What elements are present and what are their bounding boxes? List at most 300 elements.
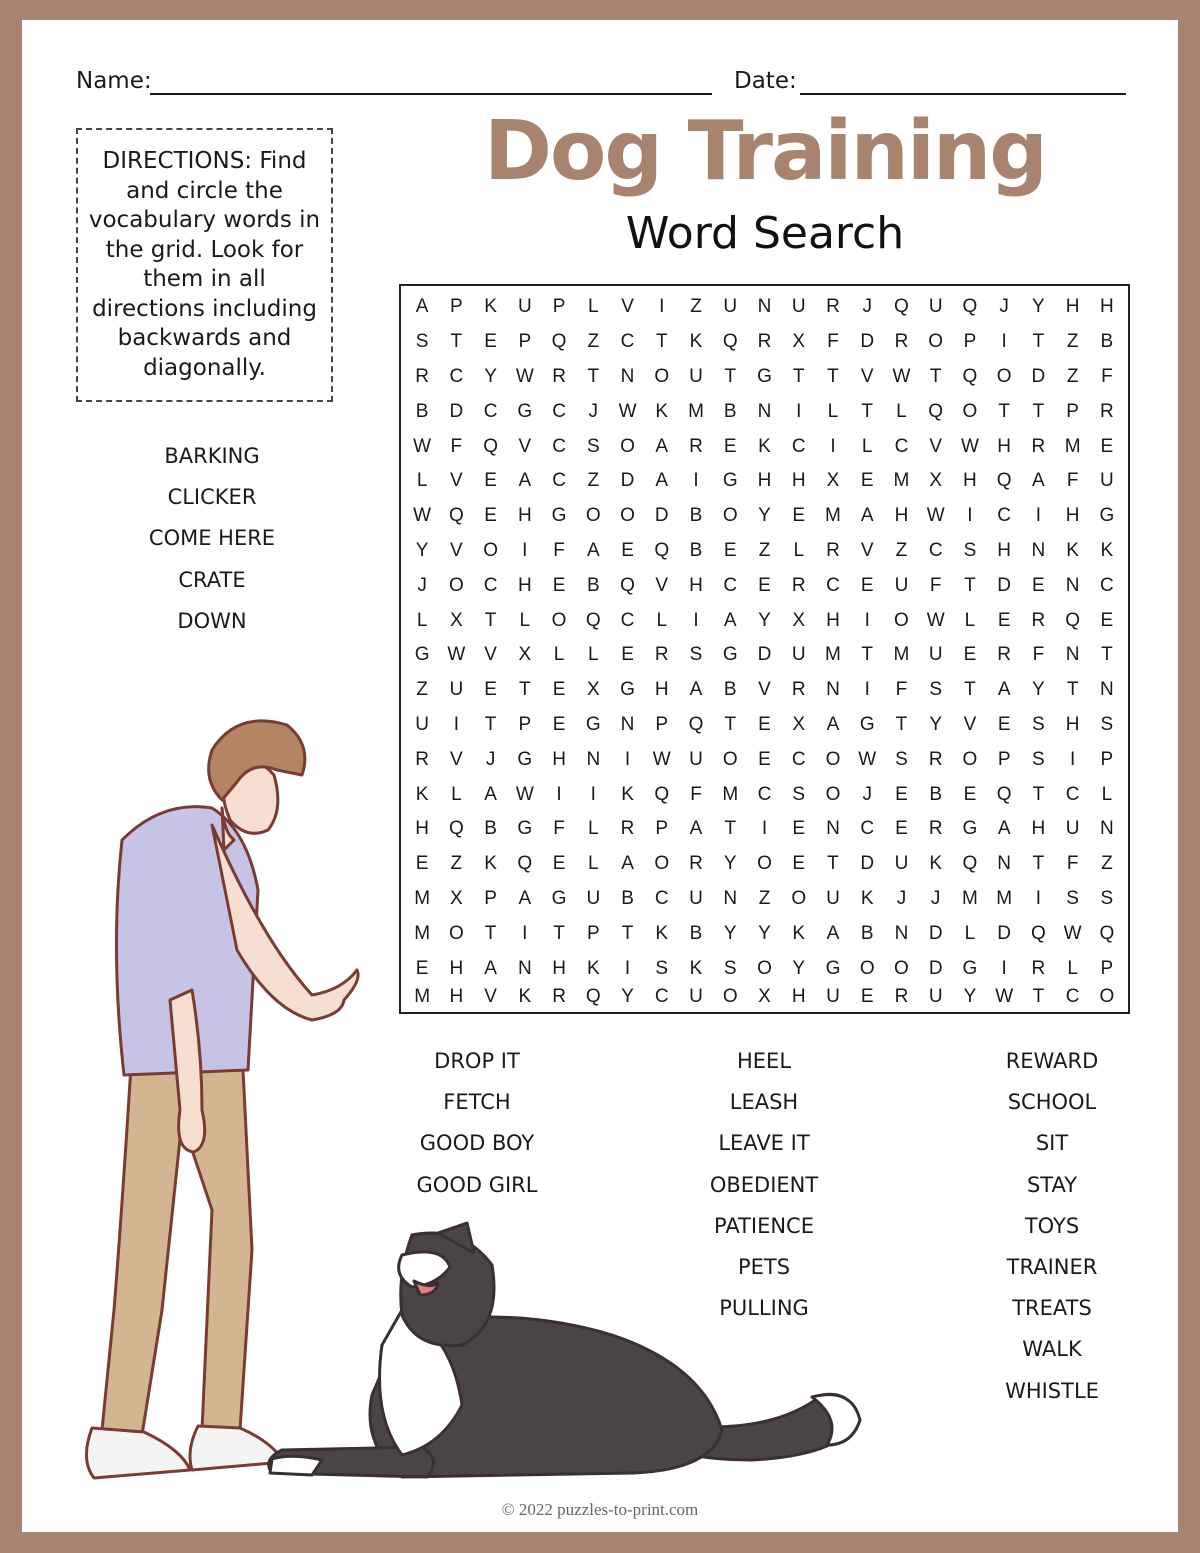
grid-cell[interactable]: O [962, 400, 978, 422]
grid-cell[interactable]: H [449, 957, 464, 979]
grid-cell[interactable]: F [895, 679, 908, 701]
grid-cell[interactable]: Z [1066, 365, 1079, 387]
grid-cell[interactable]: N [620, 365, 635, 387]
grid-cell[interactable]: K [586, 957, 600, 979]
grid-cell[interactable]: E [621, 644, 634, 666]
grid-cell[interactable]: H [757, 470, 772, 492]
grid-cell[interactable]: C [757, 783, 772, 805]
grid-cell[interactable]: N [620, 713, 635, 735]
grid-cell[interactable]: O [722, 985, 738, 1007]
grid-cell[interactable]: Z [587, 470, 600, 492]
grid-cell[interactable]: D [449, 400, 464, 422]
grid-cell[interactable]: S [655, 957, 669, 979]
grid-cell[interactable]: J [588, 400, 599, 422]
grid-cell[interactable]: F [1066, 470, 1079, 492]
grid-cell[interactable]: R [997, 644, 1012, 666]
grid-cell[interactable]: C [483, 574, 498, 596]
grid-cell[interactable]: G [962, 818, 978, 840]
grid-cell[interactable]: T [587, 365, 600, 387]
grid-cell[interactable]: Y [792, 957, 806, 979]
grid-cell[interactable]: C [620, 331, 635, 353]
grid-cell[interactable]: T [484, 922, 497, 944]
grid-cell[interactable]: N [1100, 679, 1114, 701]
grid-cell[interactable]: G [722, 644, 738, 666]
grid-cell[interactable]: R [757, 331, 772, 353]
grid-cell[interactable]: T [450, 331, 463, 353]
grid-cell[interactable]: E [484, 470, 497, 492]
grid-cell[interactable]: E [1100, 609, 1114, 631]
grid-cell[interactable]: Y [723, 922, 737, 944]
grid-cell[interactable]: S [963, 539, 977, 561]
grid-cell[interactable]: T [519, 679, 531, 701]
grid-cell[interactable]: L [793, 539, 805, 561]
grid-cell[interactable]: U [689, 748, 703, 770]
grid-cell[interactable]: S [586, 435, 600, 457]
grid-cell[interactable]: O [620, 505, 635, 527]
grid-cell[interactable]: M [825, 644, 841, 666]
grid-cell[interactable]: J [930, 887, 941, 909]
grid-cell[interactable]: M [688, 400, 704, 422]
grid-cell[interactable]: C [552, 435, 566, 457]
grid-cell[interactable]: Z [450, 853, 463, 875]
grid-cell[interactable]: Q [551, 331, 567, 353]
grid-cell[interactable]: O [620, 435, 635, 457]
grid-cell[interactable]: Q [962, 296, 978, 318]
grid-cell[interactable]: L [827, 400, 839, 422]
grid-cell[interactable]: I [693, 470, 699, 492]
grid-cell[interactable]: A [723, 609, 737, 631]
grid-cell[interactable]: I [624, 748, 631, 770]
grid-cell[interactable]: D [654, 505, 669, 527]
grid-cell[interactable]: O [928, 331, 944, 353]
grid-cell[interactable]: H [517, 505, 532, 527]
grid-cell[interactable]: A [484, 783, 497, 805]
grid-cell[interactable]: U [894, 853, 909, 875]
grid-cell[interactable]: V [963, 713, 977, 735]
grid-cell[interactable]: L [451, 783, 462, 805]
grid-cell[interactable]: R [689, 853, 703, 875]
grid-cell[interactable]: Z [758, 539, 771, 561]
grid-cell[interactable]: O [962, 748, 978, 770]
grid-cell[interactable]: T [1032, 400, 1045, 422]
grid-cell[interactable]: T [484, 609, 497, 631]
grid-cell[interactable]: W [926, 609, 945, 631]
grid-cell[interactable]: T [998, 400, 1010, 422]
grid-cell[interactable]: D [997, 922, 1012, 944]
grid-cell[interactable]: H [449, 985, 464, 1007]
grid-cell[interactable]: G [517, 818, 533, 840]
grid-cell[interactable]: N [586, 748, 601, 770]
grid-cell[interactable]: D [1031, 365, 1046, 387]
grid-cell[interactable]: A [826, 713, 840, 735]
grid-cell[interactable]: V [484, 644, 497, 666]
grid-cell[interactable]: R [928, 818, 943, 840]
grid-cell[interactable]: I [1035, 505, 1042, 527]
grid-cell[interactable]: P [1100, 957, 1114, 979]
grid-cell[interactable]: Z [587, 331, 600, 353]
grid-cell[interactable]: T [1032, 985, 1045, 1007]
grid-cell[interactable]: T [964, 574, 976, 596]
grid-cell[interactable]: M [893, 470, 910, 492]
grid-cell[interactable]: W [926, 505, 945, 527]
grid-cell[interactable]: W [447, 644, 466, 666]
grid-cell[interactable]: I [1035, 887, 1042, 909]
grid-cell[interactable]: R [552, 985, 566, 1007]
grid-cell[interactable]: E [621, 539, 634, 561]
grid-cell[interactable]: L [416, 609, 428, 631]
grid-cell[interactable]: Q [894, 296, 909, 318]
grid-cell[interactable]: D [860, 331, 875, 353]
grid-cell[interactable]: R [415, 748, 429, 770]
grid-cell[interactable]: V [929, 435, 943, 457]
grid-cell[interactable]: D [928, 957, 943, 979]
grid-cell[interactable]: P [552, 296, 566, 318]
grid-cell[interactable]: O [757, 957, 772, 979]
grid-cell[interactable]: M [414, 985, 431, 1007]
grid-cell[interactable]: P [1100, 748, 1114, 770]
grid-cell[interactable]: T [724, 713, 737, 735]
grid-cell[interactable]: E [895, 783, 908, 805]
grid-cell[interactable]: N [1065, 644, 1080, 666]
grid-cell[interactable]: M [1064, 435, 1081, 457]
grid-cell[interactable]: K [484, 296, 497, 318]
grid-cell[interactable]: E [552, 574, 566, 596]
grid-cell[interactable]: P [1066, 400, 1079, 422]
grid-cell[interactable]: G [551, 887, 567, 909]
grid-cell[interactable]: O [551, 609, 567, 631]
grid-cell[interactable]: N [1100, 818, 1114, 840]
grid-cell[interactable]: B [621, 887, 634, 909]
grid-cell[interactable]: C [723, 574, 738, 596]
grid-cell[interactable]: E [552, 713, 566, 735]
grid-cell[interactable]: U [689, 365, 703, 387]
grid-cell[interactable]: A [997, 818, 1011, 840]
grid-cell[interactable]: I [1001, 957, 1007, 979]
grid-cell[interactable]: J [862, 783, 872, 805]
grid-cell[interactable]: K [518, 985, 532, 1007]
grid-cell[interactable]: E [552, 679, 566, 701]
grid-cell[interactable]: K [689, 331, 703, 353]
grid-cell[interactable]: H [1065, 713, 1080, 735]
grid-cell[interactable]: P [518, 331, 532, 353]
grid-cell[interactable]: Q [1031, 922, 1046, 944]
grid-cell[interactable]: E [552, 853, 566, 875]
grid-cell[interactable]: I [967, 505, 973, 527]
grid-cell[interactable]: Z [758, 887, 771, 909]
grid-cell[interactable]: X [929, 470, 943, 492]
grid-cell[interactable]: K [1100, 539, 1114, 561]
grid-cell[interactable]: L [519, 609, 531, 631]
grid-cell[interactable]: F [690, 783, 702, 805]
grid-cell[interactable]: D [757, 644, 772, 666]
grid-cell[interactable]: H [997, 435, 1012, 457]
grid-cell[interactable]: R [791, 679, 806, 701]
grid-cell[interactable]: G [722, 470, 738, 492]
grid-cell[interactable]: R [552, 365, 566, 387]
grid-cell[interactable]: V [621, 296, 634, 318]
grid-cell[interactable]: G [517, 400, 533, 422]
grid-cell[interactable]: C [1065, 783, 1080, 805]
grid-cell[interactable]: O [722, 748, 738, 770]
grid-cell[interactable]: P [586, 922, 600, 944]
grid-cell[interactable]: B [586, 574, 600, 596]
grid-cell[interactable]: Q [654, 539, 670, 561]
grid-cell[interactable]: E [1100, 435, 1114, 457]
grid-cell[interactable]: R [620, 818, 635, 840]
grid-cell[interactable]: A [826, 922, 840, 944]
grid-cell[interactable]: Y [758, 505, 771, 527]
grid-cell[interactable]: E [484, 331, 497, 353]
grid-cell[interactable]: H [1031, 818, 1046, 840]
grid-cell[interactable]: R [826, 296, 840, 318]
grid-cell[interactable]: T [1032, 853, 1045, 875]
grid-cell[interactable]: F [929, 574, 942, 596]
grid-cell[interactable]: C [620, 609, 635, 631]
grid-cell[interactable]: W [1063, 922, 1082, 944]
grid-cell[interactable]: I [864, 609, 870, 631]
grid-cell[interactable]: O [448, 922, 464, 944]
grid-cell[interactable]: W [515, 365, 534, 387]
grid-cell[interactable]: C [791, 748, 806, 770]
grid-cell[interactable]: B [415, 400, 429, 422]
grid-cell[interactable]: Z [895, 539, 908, 561]
grid-cell[interactable]: Q [448, 818, 464, 840]
grid-cell[interactable]: U [689, 985, 703, 1007]
grid-cell[interactable]: T [827, 365, 839, 387]
grid-cell[interactable]: T [553, 922, 565, 944]
grid-cell[interactable]: G [517, 748, 533, 770]
grid-cell[interactable]: E [997, 713, 1011, 735]
grid-cell[interactable]: I [522, 922, 528, 944]
grid-cell[interactable]: Q [688, 713, 704, 735]
grid-cell[interactable]: W [995, 985, 1014, 1007]
grid-cell[interactable]: E [758, 574, 771, 596]
grid-cell[interactable]: U [826, 887, 840, 909]
grid-cell[interactable]: C [860, 818, 875, 840]
grid-cell[interactable]: W [515, 783, 534, 805]
grid-cell[interactable]: T [1032, 783, 1045, 805]
grid-cell[interactable]: M [962, 887, 978, 909]
grid-cell[interactable]: T [895, 713, 908, 735]
grid-cell[interactable]: L [416, 470, 428, 492]
grid-cell[interactable]: P [655, 713, 669, 735]
grid-cell[interactable]: H [997, 539, 1012, 561]
grid-cell[interactable]: X [586, 679, 600, 701]
grid-cell[interactable]: N [826, 679, 840, 701]
grid-cell[interactable]: M [414, 922, 431, 944]
grid-cell[interactable]: Y [484, 365, 497, 387]
grid-cell[interactable]: V [860, 365, 874, 387]
grid-cell[interactable]: Q [928, 400, 944, 422]
grid-cell[interactable]: N [894, 922, 909, 944]
grid-cell[interactable]: R [928, 748, 943, 770]
grid-cell[interactable]: S [1032, 713, 1045, 735]
grid-cell[interactable]: K [655, 400, 669, 422]
grid-cell[interactable]: F [450, 435, 463, 457]
grid-cell[interactable]: C [654, 887, 669, 909]
grid-cell[interactable]: B [689, 505, 703, 527]
grid-cell[interactable]: O [1099, 985, 1115, 1007]
grid-cell[interactable]: T [724, 818, 737, 840]
grid-cell[interactable]: B [723, 400, 737, 422]
grid-cell[interactable]: P [655, 818, 669, 840]
grid-cell[interactable]: H [894, 505, 909, 527]
grid-cell[interactable]: E [415, 957, 429, 979]
grid-cell[interactable]: E [1032, 574, 1045, 596]
grid-cell[interactable]: Q [517, 853, 533, 875]
grid-cell[interactable]: E [860, 470, 874, 492]
grid-cell[interactable]: Q [585, 985, 601, 1007]
grid-cell[interactable]: X [792, 331, 806, 353]
grid-cell[interactable]: Y [758, 609, 771, 631]
letter-grid[interactable] [399, 284, 1130, 1014]
grid-cell[interactable]: M [996, 887, 1013, 909]
grid-cell[interactable]: A [518, 887, 532, 909]
grid-cell[interactable]: N [826, 818, 840, 840]
grid-cell[interactable]: H [552, 748, 566, 770]
grid-cell[interactable]: L [553, 644, 565, 666]
grid-cell[interactable]: E [895, 818, 908, 840]
grid-cell[interactable]: Q [996, 783, 1012, 805]
grid-cell[interactable]: E [758, 713, 771, 735]
grid-cell[interactable]: O [585, 505, 601, 527]
grid-cell[interactable]: U [928, 644, 943, 666]
grid-cell[interactable]: I [522, 539, 528, 561]
grid-cell[interactable]: A [586, 539, 600, 561]
grid-cell[interactable]: E [792, 853, 806, 875]
grid-cell[interactable]: L [896, 400, 907, 422]
grid-cell[interactable]: I [659, 296, 665, 318]
grid-cell[interactable]: B [723, 679, 737, 701]
grid-cell[interactable]: W [652, 748, 671, 770]
grid-cell[interactable]: H [689, 574, 703, 596]
grid-cell[interactable]: Q [448, 505, 464, 527]
grid-cell[interactable]: X [450, 609, 463, 631]
grid-cell[interactable]: J [417, 574, 427, 596]
grid-cell[interactable]: F [827, 331, 839, 353]
grid-cell[interactable]: I [796, 400, 802, 422]
grid-cell[interactable]: C [997, 505, 1012, 527]
grid-cell[interactable]: J [896, 887, 907, 909]
grid-cell[interactable]: C [894, 435, 909, 457]
grid-cell[interactable]: G [757, 365, 772, 387]
grid-cell[interactable]: Z [1101, 853, 1113, 875]
grid-cell[interactable]: I [556, 783, 562, 805]
grid-cell[interactable]: F [553, 539, 565, 561]
grid-cell[interactable]: O [825, 748, 841, 770]
grid-cell[interactable]: M [825, 505, 841, 527]
grid-cell[interactable]: Q [620, 574, 635, 596]
grid-cell[interactable]: T [1066, 679, 1079, 701]
grid-cell[interactable]: U [791, 644, 806, 666]
grid-cell[interactable]: B [1100, 331, 1114, 353]
grid-cell[interactable]: U [791, 296, 806, 318]
grid-cell[interactable]: O [791, 887, 807, 909]
grid-cell[interactable]: X [450, 887, 463, 909]
grid-cell[interactable]: S [415, 331, 429, 353]
grid-cell[interactable]: V [518, 435, 532, 457]
grid-cell[interactable]: K [655, 922, 669, 944]
grid-cell[interactable]: O [894, 957, 909, 979]
grid-cell[interactable]: N [1065, 574, 1080, 596]
grid-cell[interactable]: H [1100, 296, 1114, 318]
grid-cell[interactable]: O [825, 783, 841, 805]
grid-cell[interactable]: D [997, 574, 1012, 596]
grid-cell[interactable]: F [1066, 853, 1079, 875]
grid-cell[interactable]: K [758, 435, 771, 457]
grid-cell[interactable]: T [484, 713, 497, 735]
grid-cell[interactable]: N [517, 957, 532, 979]
grid-cell[interactable]: L [588, 644, 599, 666]
grid-cell[interactable]: R [1031, 957, 1046, 979]
grid-cell[interactable]: K [860, 887, 874, 909]
grid-cell[interactable]: W [892, 365, 911, 387]
grid-cell[interactable]: I [1069, 748, 1076, 770]
grid-cell[interactable]: U [928, 985, 943, 1007]
grid-cell[interactable]: Q [962, 853, 978, 875]
grid-cell[interactable]: K [929, 853, 943, 875]
grid-cell[interactable]: V [758, 679, 771, 701]
grid-cell[interactable]: S [895, 748, 908, 770]
grid-cell[interactable]: I [1001, 331, 1007, 353]
grid-cell[interactable]: C [552, 400, 566, 422]
grid-cell[interactable]: H [791, 985, 806, 1007]
grid-cell[interactable]: G [551, 505, 567, 527]
grid-cell[interactable]: Y [758, 922, 771, 944]
grid-cell[interactable]: T [827, 853, 839, 875]
grid-cell[interactable]: K [792, 922, 806, 944]
grid-cell[interactable]: N [997, 853, 1012, 875]
grid-cell[interactable]: Q [585, 609, 601, 631]
grid-cell[interactable]: A [997, 679, 1011, 701]
grid-cell[interactable]: R [654, 644, 669, 666]
grid-cell[interactable]: C [1100, 574, 1114, 596]
grid-cell[interactable]: H [552, 957, 566, 979]
grid-cell[interactable]: T [964, 679, 976, 701]
grid-cell[interactable]: A [1032, 470, 1045, 492]
grid-cell[interactable]: P [963, 331, 977, 353]
grid-cell[interactable]: A [484, 957, 497, 979]
grid-cell[interactable]: U [415, 713, 429, 735]
grid-cell[interactable]: S [1066, 887, 1079, 909]
grid-cell[interactable]: N [723, 887, 738, 909]
grid-cell[interactable]: T [724, 365, 737, 387]
grid-cell[interactable]: G [620, 679, 635, 701]
grid-cell[interactable]: R [1100, 400, 1114, 422]
grid-cell[interactable]: E [484, 505, 497, 527]
grid-cell[interactable]: H [517, 574, 532, 596]
grid-cell[interactable]: X [792, 713, 806, 735]
grid-cell[interactable]: Y [963, 985, 977, 1007]
grid-cell[interactable]: A [655, 470, 669, 492]
grid-cell[interactable]: T [655, 331, 668, 353]
grid-cell[interactable]: B [860, 922, 874, 944]
grid-cell[interactable]: S [1100, 713, 1114, 735]
grid-cell[interactable]: R [1031, 435, 1046, 457]
grid-cell[interactable]: U [517, 296, 532, 318]
grid-cell[interactable]: S [689, 644, 703, 666]
grid-cell[interactable]: U [1100, 470, 1114, 492]
grid-cell[interactable]: O [722, 505, 738, 527]
grid-cell[interactable]: V [450, 748, 463, 770]
grid-cell[interactable]: G [962, 957, 978, 979]
grid-cell[interactable]: V [655, 574, 669, 596]
grid-cell[interactable]: J [862, 296, 872, 318]
grid-cell[interactable]: R [894, 331, 909, 353]
grid-cell[interactable]: U [449, 679, 464, 701]
grid-cell[interactable]: U [894, 574, 909, 596]
grid-cell[interactable]: N [757, 296, 772, 318]
